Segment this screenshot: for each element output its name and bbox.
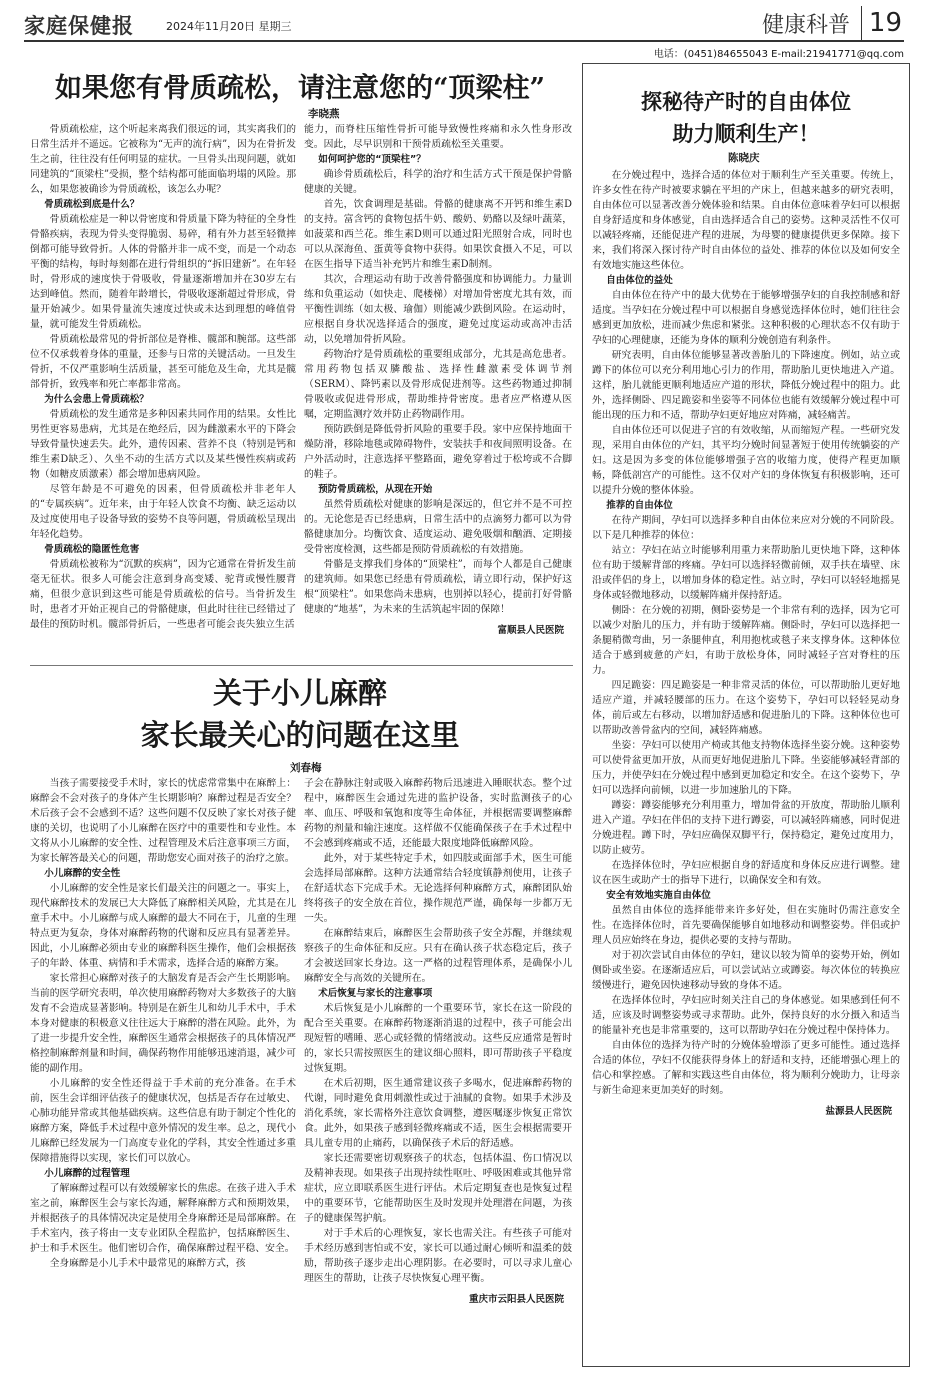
article1-column-1 <box>30 122 296 662</box>
page-number: 19 <box>868 8 902 38</box>
article2-column-2 <box>304 776 572 1372</box>
paragraph: 在术后初期，医生通常建议孩子多喝水，促进麻醉药物的代谢，同时避免食用刺激性或过于油腻的食物。如果手术涉及消化系统，家长需格外注意饮食调整，遵医嘱逐步恢复正常饮食。此外，如果孩子感到轻微疼痛或不适，医生会根据需要开具儿童专用的止痛药，以确保孩子术后的舒适感。 <box>304 1078 572 1149</box>
article2-title-line1: 关于小儿麻醉 <box>212 676 387 710</box>
paragraph: 小儿麻醉的安全性是家长们最关注的问题之一。事实上，现代麻醉技术的发展已大大降低了麻醉相关风险，尤其是在儿童手术中。小儿麻醉与成人麻醉的最大不同在于，儿童的生理特点更为复杂，身体对麻醉药物的代谢和反应具有显著差异。因此，小儿麻醉必须由专业的麻醉科医生操作，他们会根据孩子的年龄、体重、病情和手术需求，选择合适的麻醉方案。 <box>30 883 296 969</box>
paragraph: 了解麻醉过程可以有效缓解家长的焦虑。在孩子进入手术室之前，麻醉医生会与家长沟通，解释麻醉方式和预期效果，并根据孩子的具体情况决定是使用全身麻醉还是局部麻醉。在手术室内，孩子将由一支专业团队全程监护，包括麻醉医生、护士和手术医生。他们密切合作，确保麻醉过程平稳、安全。 <box>30 1183 296 1254</box>
article1-author: 李晓燕 <box>308 108 340 120</box>
article-source: 重庆市云阳县人民医院 <box>468 1294 564 1305</box>
paragraph: 小儿麻醉的安全性还得益于手术前的充分准备。在手术前，医生会详细评估孩子的健康状况，包括是否存在过敏史、心肺功能异常或其他基础疾病。这些信息有助于制定个性化的麻醉方案，降低手术过程中意外情况的发生率。总之，现代小儿麻醉已经发展为一门高度专业化的学科，其安全性通过多重保障措施得以实现，家长们可以放心。 <box>30 1078 296 1164</box>
paragraph: 骨质疏松被称为“沉默的疾病”，因为它通常在骨折发生前毫无征状。很多人可能会注意到身高变矮、驼背或慢性腰背痛，但很少意识到这些可能是骨质疏松的信号。当骨折发生时，患者才开始正视自己的骨骼健康，但此时往往已经错过了最佳的预防时机。髋部骨折后，一些患者可能会丧失独立生活 <box>30 559 296 630</box>
paragraph: 虽然骨质疏松对健康的影响是深远的，但它并不是不可控的。无论您是否已经患病，日常生活中的点滴努力都可以为骨骼健康加分。均衡饮食、适度运动、避免吸烟和酗酒、定期接受骨密度检测，这些都是预防骨质疏松的有效措施。 <box>304 499 572 555</box>
article3-author: 陈晓庆 <box>728 152 760 164</box>
paragraph: 自由体位的选择为待产时的分娩体验增添了更多可能性。通过选择合适的体位，孕妇不仅能获得身体上的舒适和支持，还能增强心理上的信心和掌控感。了解和实践这些自由体位，将为顺利分娩助力，让母亲与新生命迎来更加美好的时刻。 <box>592 1040 900 1096</box>
paragraph: 当孩子需要接受手术时，家长的忧虑常常集中在麻醉上：麻醉会不会对孩子的身体产生长期影响？麻醉过程是否安全？术后孩子会不会感到不适？这些问题不仅反映了家长对孩子健康的关切，也说明了小儿麻醉在医疗中的重要性和专业性。本文将从小儿麻醉的安全性、过程管理及术后注意事项三方面，为家长解答最关心的问题，帮助您安心面对孩子的治疗之旅。 <box>30 778 296 864</box>
paragraph: 骨质疏松症，这个听起来离我们很远的词，其实离我们的日常生活并不遥远。它被称为“无声的流行病”，因为在骨折发生之前，往往没有任何明显的症状。一旦骨头出现问题，就如同建筑的“顶梁柱”受损，整个结构都可能面临坍塌的风险。那么，如果您被确诊为骨质疏松，该怎么办呢？ <box>30 124 296 195</box>
article-source: 富顺县人民医院 <box>497 625 564 636</box>
paragraph: 在麻醉结束后，麻醉医生会帮助孩子安全苏醒，并继续观察孩子的生命体征和反应。只有在确认孩子状态稳定后，孩子才会被送回家长身边。这一严格的过程管理体系，是确保小儿麻醉安全与高效的关键所在。 <box>304 928 572 984</box>
paragraph: 全身麻醉是小儿手术中最常见的麻醉方式，孩 <box>49 1258 246 1269</box>
paragraph: 在选择体位时，孕妇应根据自身的舒适度和身体反应进行调整。建议在医生或助产士的指导下进行，以确保安全和有效。 <box>592 860 900 886</box>
paragraph: 确诊骨质疏松后，科学的治疗和生活方式干预是保护骨骼健康的关键。 <box>304 169 572 195</box>
paragraph: 骨质疏松的发生通常是多种因素共同作用的结果。女性比男性更容易患病，尤其是在绝经后，因为雌激素水平的下降会导致骨量快速丢失。此外，遗传因素、营养不良（特别是钙和维生素D缺乏）、久坐不动的生活方式以及某些慢性疾病或药物（如糖皮质激素）都会增加患病风险。 <box>30 409 296 480</box>
top-rule <box>24 40 904 42</box>
section-divider <box>30 665 573 666</box>
subheading: 小儿麻醉的安全性 <box>44 868 121 879</box>
divider <box>861 6 862 40</box>
article2-author: 刘春梅 <box>290 762 322 774</box>
article1-title: 如果您有骨质疏松，请注意您的“顶梁柱” <box>54 73 546 104</box>
article2-title <box>40 672 560 756</box>
subheading: 推荐的自由体位 <box>606 500 673 511</box>
subheading: 安全有效地实施自由体位 <box>606 890 711 901</box>
subheading: 自由体位的益处 <box>606 275 673 286</box>
paragraph: 骨骼是支撑我们身体的“顶梁柱”，而每个人都是自己健康的建筑师。如果您已经患有骨质疏松，请立即行动，保护好这根“顶梁柱”。如果您尚未患病，也别掉以轻心，提前打好骨骼健康的“地基”，为未来的生活筑起牢固的保障！ <box>304 559 572 615</box>
paragraph: 家长常担心麻醉对孩子的大脑发育是否会产生长期影响。当前的医学研究表明，单次使用麻醉药物对大多数孩子的大脑发育不会造成显著影响。特别是在新生儿和幼儿手术中，手术本身对健康的积极意义往往远大于麻醉的潜在风险。此外，为了进一步提升安全性，麻醉医生通常会根据孩子的具体情况严格控制麻醉剂量和时间，确保药物作用能够迅速消退，减少可能的副作用。 <box>30 973 296 1074</box>
paragraph: 骨质疏松症是一种以骨密度和骨质量下降为特征的全身性骨骼疾病，表现为骨头变得脆弱、易碎，稍有外力甚至轻微摔倒都可能导致骨折。人体的骨骼并非一成不变，而是一个动态平衡的结构，每时每刻都在进行骨组织的“拆旧建新”。在年轻时，骨形成的速度快于骨吸收，骨量逐渐增加并在30岁左右达到峰值。然而，随着年龄增长，骨吸收逐渐超过骨形成，骨量开始减少。如果骨量流失速度过快或未达到理想的峰值骨量，就可能发生骨质疏松。 <box>30 214 296 330</box>
paragraph: 在分娩过程中，选择合适的体位对于顺利生产至关重要。传统上，许多女性在待产时被要求躺在平坦的产床上，但越来越多的研究表明，自由体位可以显著改善分娩体验和结果。自由体位意味着孕妇可以根据自身舒适度和身体感觉，自由选择适合自己的姿势。这种灵活性不仅可以减轻疼痛，还能促进产程的进展，为母婴的健康提供更多保障。接下来，我们将深入探讨待产时自由体位的益处、推荐的体位以及如何安全有效地实施这些体位。 <box>592 170 900 271</box>
issue-date: 2024年11月20日 星期三 <box>166 20 292 33</box>
subheading: 骨质疏松的隐匿性危害 <box>44 544 140 555</box>
paragraph: 骨质疏松最常见的骨折部位是脊椎、髋部和腕部。这些部位不仅承载着身体的重量，还参与日常的关键活动。一旦发生骨折，不仅严重影响生活质量，甚至可能危及生命，尤其是髋部骨折，致残率和死亡率都非常高。 <box>30 334 296 390</box>
article2-column-1 <box>30 776 296 1372</box>
paragraph: 四足跪姿：四足跪姿是一种非常灵活的体位，可以帮助胎儿更好地适应产道，并减轻腰部的压力。在这个姿势下，孕妇可以轻轻晃动身体，前后或左右移动，以增加舒适感和促进胎儿的下降。这种体位也可以帮助改善骨盆内的空间，减轻阵痛感。 <box>592 680 900 736</box>
paragraph: 其次，合理运动有助于改善骨骼强度和协调能力。力量训练和负重运动（如快走、爬楼梯）对增加骨密度尤其有效，而平衡性训练（如太极、瑜伽）则能减少跌倒风险。在运动时，应根据自身状况选择适合的强度，避免过度运动或高冲击活动，以免增加骨折风险。 <box>304 274 572 345</box>
subheading: 为什么会患上骨质疏松？ <box>44 394 149 405</box>
subheading: 预防骨质疏松，从现在开始 <box>318 484 433 495</box>
paragraph: 家长还需要密切观察孩子的状态，包括体温、伤口情况以及精神表现。如果孩子出现持续性呕吐、呼吸困难或其他异常症状，应立即联系医生进行评估。术后定期复查也是恢复过程中的重要环节，它能帮助医生及时发现并处理潜在问题，为孩子的健康保驾护航。 <box>304 1153 572 1224</box>
paper-name: 家庭保健报 <box>24 13 134 38</box>
paragraph: 蹲姿：蹲姿能够充分利用重力，增加骨盆的开放度，帮助胎儿顺利进入产道。孕妇在伴侣的支持下进行蹲姿，可以减轻阵痛感，同时促进分娩进程。蹲下时，孕妇应确保双脚平行，保持稳定，避免过度用力，以防止疲劳。 <box>592 800 900 856</box>
paragraph: 坐姿：孕妇可以使用产椅或其他支持物体选择坐姿分娩。这种姿势可以使骨盆更加开放，从而更好地促进胎儿下降。坐姿能够减轻背部的压力，并使孕妇在分娩过程中感到更加稳定和安全。在这个姿势下，孕妇可以选择向前倾，以进一步加速胎儿的下降。 <box>592 740 900 796</box>
paragraph: 自由体位还可以促进子宫的有效收缩，从而缩短产程。一些研究发现，采用自由体位的产妇，其平均分娩时间显著短于使用传统躺姿的产妇。这是因为多变的体位能够增强子宫的收缩力度，使得产程更加顺畅，降低剖宫产的可能性。这不仅对产妇的身体恢复有积极影响，还可以提升分娩的整体体验。 <box>592 425 900 496</box>
paragraph: 能力，而脊柱压缩性骨折可能导致慢性疼痛和永久性身形改变。因此，尽早识别和干预骨质疏松至关重要。 <box>304 124 572 150</box>
paragraph: 站立：孕妇在站立时能够利用重力来帮助胎儿更快地下降，这种体位有助于缓解背部的疼痛。孕妇可以选择轻微前倾，双手扶在墙壁、床沿或伴侣的身上，以增加身体的稳定性。站立时，孕妇可以轻轻地摇晃身体或轻微地移动，以缓解阵痛并保持舒适。 <box>592 545 900 601</box>
paragraph: 尽管年龄是不可避免的因素，但骨质疏松并非老年人的“专属疾病”。近年来，由于年轻人饮食不均衡、缺乏运动以及过度使用电子设备导致的姿势不良等问题，骨质疏松呈现出年轻化趋势。 <box>30 484 296 540</box>
paragraph: 对于手术后的心理恢复，家长也需关注。有些孩子可能对手术经历感到害怕或不安，家长可以通过耐心倾听和温柔的鼓励，帮助孩子逐步走出心理阴影。在必要时，可以寻求儿童心理医生的帮助，让孩子尽快恢复心理平衡。 <box>304 1228 572 1284</box>
article3-title <box>596 86 896 150</box>
contact-line: 电话：(0451)84655043 E-mail:21941771@qq.com <box>653 49 904 60</box>
subheading: 小儿麻醉的过程管理 <box>44 1168 130 1179</box>
article2-title-line2: 家长最关心的问题在这里 <box>140 718 460 752</box>
paragraph: 此外，对于某些特定手术，如四肢或面部手术，医生可能会选择局部麻醉。这种方法通常结合轻度镇静剂使用，让孩子在舒适状态下完成手术。无论选择何种麻醉方式，麻醉团队始终将孩子的安全放在首位，操作规范严谨，确保每一步都万无一失。 <box>304 853 572 924</box>
article3-body <box>592 168 900 1360</box>
paragraph: 对于初次尝试自由体位的孕妇，建议以较为简单的姿势开始，例如侧卧或坐姿。在逐渐适应后，可以尝试站立或蹲姿。每次体位的转换应缓慢进行，避免因快速移动导致的身体不适。 <box>592 950 900 991</box>
article3-title-line1: 探秘待产时的自由体位 <box>641 89 851 114</box>
section-name: 健康科普 <box>761 13 850 38</box>
paragraph: 药物治疗是骨质疏松的重要组成部分，尤其是高危患者。常用药物包括双膦酸盐、选择性雌激素受体调节剂（SERM）、降钙素以及骨形成促进剂等。这些药物通过抑制骨吸收或促进骨形成，帮助维持骨密度。患者应严格遵从医嘱，定期监测疗效并防止药物副作用。 <box>304 349 572 420</box>
masthead <box>24 6 914 40</box>
paragraph: 在待产期间，孕妇可以选择多种自由体位来应对分娩的不同阶段。以下是几种推荐的体位： <box>592 515 900 541</box>
paragraph: 在选择体位时，孕妇应时刻关注自己的身体感觉。如果感到任何不适，应该及时调整姿势或寻求帮助。此外，保持良好的水分摄入和适当的能量补充也是非常重要的，这可以帮助孕妇在分娩过程中保持体力。 <box>592 995 900 1036</box>
subheading: 术后恢复与家长的注意事项 <box>318 988 433 999</box>
article-source: 盐源县人民医院 <box>825 1106 892 1117</box>
paragraph: 侧卧：在分娩的初期，侧卧姿势是一个非常有利的选择，因为它可以减少对胎儿的压力，并有助于缓解阵痛。侧卧时，孕妇可以选择把一条腿稍微弯曲，另一条腿伸直，利用抱枕或毯子来支撑身体。这种体位适合于感到疲惫的产妇，有助于放松身体，同时减轻子宫对脊柱的压力。 <box>592 605 900 676</box>
paragraph: 研究表明，自由体位能够显著改善胎儿的下降速度。例如，站立或蹲下的体位可以充分利用地心引力的作用，帮助胎儿更快地进入产道。这样，胎儿就能更顺利地适应产道的形状，降低分娩过程中的阻力。此外，选择侧卧、四足跪姿和坐姿等不同体位也能有效缓解分娩过程中可能出现的压力和不适，帮助孕妇更好地应对阵痛，减轻痛苦。 <box>592 350 900 421</box>
paragraph: 预防跌倒是降低骨折风险的重要手段。家中应保持地面干燥防滑，移除地毯或障碍物件，安装扶手和夜间照明设备。在户外活动时，注意选择平整路面，避免穿着过于松垮或不合脚的鞋子。 <box>304 424 572 480</box>
paragraph: 术后恢复是小儿麻醉的一个重要环节，家长在这一阶段的配合至关重要。在麻醉药物逐渐消退的过程中，孩子可能会出现短暂的嗜睡、恶心或轻微的情绪波动。这些反应通常是暂时的，家长只需按照医生的建议细心照料，即可帮助孩子平稳度过恢复期。 <box>304 1003 572 1074</box>
paragraph: 虽然自由体位的选择能带来许多好处，但在实施时仍需注意安全性。在选择体位时，首先要确保能够自如地移动和调整姿势。伴侣或护理人员应始终在身边，提供必要的支持与帮助。 <box>592 905 900 946</box>
paragraph: 首先，饮食调理是基础。骨骼的健康离不开钙和维生素D的支持。富含钙的食物包括牛奶、酸奶、奶酪以及绿叶蔬菜，如菠菜和西兰花。维生素D则可以通过阳光照射合成，同时也可以从深海鱼、蛋黄等食物中获得。如果饮食摄入不足，可以在医生指导下适当补充钙片和维生素D制剂。 <box>304 199 572 270</box>
subheading: 如何呵护您的“顶梁柱”？ <box>318 154 426 165</box>
paragraph: 自由体位在待产中的最大优势在于能够增强孕妇的自我控制感和舒适度。当孕妇在分娩过程中可以根据自身感觉选择体位时，她们往往会感到更加放松，进而减少焦虑和紧张。这种积极的心理状态不仅有助于孕妇的心理健康，还能为身体的顺利分娩创造有利条件。 <box>592 290 900 346</box>
paragraph: 子会在静脉注射或吸入麻醉药物后迅速进入睡眠状态。整个过程中，麻醉医生会通过先进的监护设备，实时监测孩子的心率、血压、呼吸和氧饱和度等生命体征，并根据需要调整麻醉药物的剂量和输注速度。这样做不仅能确保孩子在手术过程中不会感到疼痛或不适，还能最大限度地降低麻醉风险。 <box>304 778 572 849</box>
article1-column-2 <box>304 122 572 662</box>
subheading: 骨质疏松到底是什么？ <box>44 199 140 210</box>
article3-title-line2: 助力顺利生产！ <box>672 121 820 146</box>
